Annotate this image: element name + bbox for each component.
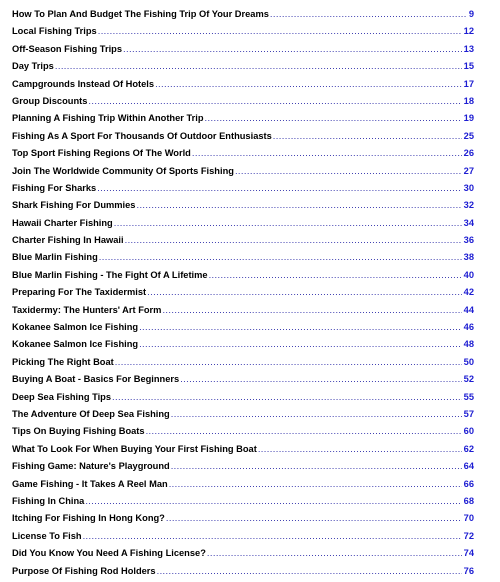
toc-page-number[interactable]: 44: [462, 302, 474, 319]
toc-leader-dots: [83, 528, 474, 545]
toc-leader-dots: [115, 354, 474, 371]
toc-page-number[interactable]: 26: [462, 145, 474, 162]
toc-entry-link[interactable]: [12, 110, 474, 127]
toc-entry: [0, 371, 500, 388]
toc-entry: [0, 6, 500, 23]
toc-entry: [0, 284, 500, 301]
toc-entry-title: Local Fishing Trips: [12, 26, 97, 37]
toc-entry-title: Did You Know You Need A Fishing License?: [12, 548, 206, 559]
toc-page-number[interactable]: 74: [462, 545, 474, 562]
toc-entry: [0, 215, 500, 232]
toc-entry-link[interactable]: [12, 406, 474, 423]
toc-page-number[interactable]: 13: [462, 41, 474, 58]
toc-leader-dots: [97, 180, 474, 197]
toc-entry: [0, 441, 500, 458]
toc-entry-title: What To Look For When Buying Your First Fishing Boat: [12, 443, 257, 454]
toc-entry-link[interactable]: [12, 249, 474, 266]
toc-entry-title: Planning A Fishing Trip Within Another Trip: [12, 113, 204, 124]
table-of-contents: [0, 6, 500, 580]
toc-entry: [0, 319, 500, 336]
toc-entry: [0, 423, 500, 440]
toc-entry: [0, 23, 500, 40]
toc-entry-link[interactable]: [12, 493, 474, 510]
toc-page-number[interactable]: 52: [462, 371, 474, 388]
toc-leader-dots: [171, 406, 474, 423]
toc-page-number[interactable]: 46: [462, 319, 474, 336]
toc-entry: [0, 389, 500, 406]
toc-page-number[interactable]: 62: [462, 441, 474, 458]
toc-entry-link[interactable]: [12, 58, 474, 75]
toc-entry: [0, 302, 500, 319]
toc-entry-link[interactable]: [12, 41, 474, 58]
toc-entry-title: License To Fish: [12, 530, 82, 541]
toc-page-number[interactable]: 57: [462, 406, 474, 423]
toc-entry: [0, 545, 500, 562]
toc-leader-dots: [98, 23, 474, 40]
toc-entry-link[interactable]: [12, 163, 474, 180]
toc-leader-dots: [139, 319, 474, 336]
toc-page-number[interactable]: 50: [462, 354, 474, 371]
toc-entry-link[interactable]: [12, 563, 474, 580]
toc-entry: [0, 128, 500, 145]
toc-entry-title: Tips On Buying Fishing Boats: [12, 426, 145, 437]
toc-entry-link[interactable]: [12, 302, 474, 319]
toc-entry-title: Picking The Right Boat: [12, 356, 114, 367]
toc-entry-title: Deep Sea Fishing Tips: [12, 391, 112, 402]
toc-page-number[interactable]: 25: [462, 128, 474, 145]
toc-page-number[interactable]: 68: [462, 493, 474, 510]
toc-entry-title: Itching For Fishing In Hong Kong?: [12, 513, 165, 524]
toc-leader-dots: [155, 76, 474, 93]
toc-leader-dots: [169, 476, 474, 493]
toc-entry: [0, 197, 500, 214]
toc-entry-link[interactable]: [12, 336, 474, 353]
toc-leader-dots: [123, 41, 474, 58]
toc-leader-dots: [273, 128, 474, 145]
toc-entry-link[interactable]: [12, 145, 474, 162]
toc-entry: [0, 110, 500, 127]
toc-entry-title: Top Sport Fishing Regions Of The World: [12, 148, 191, 159]
toc-entry-link[interactable]: [12, 197, 474, 214]
toc-entry: [0, 249, 500, 266]
toc-page-number[interactable]: 32: [462, 197, 474, 214]
toc-entry-link[interactable]: [12, 267, 474, 284]
toc-entry-link[interactable]: [12, 476, 474, 493]
toc-page-number[interactable]: 48: [462, 336, 474, 353]
toc-entry-title: Fishing As A Sport For Thousands Of Outdoor Enthusiasts: [12, 130, 272, 141]
toc-entry: [0, 354, 500, 371]
toc-entry-title: Kokanee Salmon Ice Fishing: [12, 322, 139, 333]
toc-leader-dots: [171, 458, 474, 475]
toc-entry-title: Group Discounts: [12, 95, 88, 106]
toc-entry-link[interactable]: [12, 232, 474, 249]
toc-entry-link[interactable]: [12, 319, 474, 336]
toc-page-number[interactable]: 72: [462, 528, 474, 545]
toc-leader-dots: [162, 302, 474, 319]
toc-entry-link[interactable]: [12, 528, 474, 545]
toc-page-number[interactable]: 42: [462, 284, 474, 301]
toc-page-number[interactable]: 60: [462, 423, 474, 440]
toc-entry-title: Hawaii Charter Fishing: [12, 217, 113, 228]
toc-entry: [0, 145, 500, 162]
toc-page-number[interactable]: 9: [467, 6, 474, 23]
toc-page-number[interactable]: 36: [462, 232, 474, 249]
toc-leader-dots: [125, 232, 474, 249]
toc-entry: [0, 180, 500, 197]
toc-entry-title: Off-Season Fishing Trips: [12, 43, 123, 54]
toc-entry: [0, 336, 500, 353]
toc-entry-title: Preparing For The Taxidermist: [12, 287, 147, 298]
toc-entry-link[interactable]: [12, 76, 474, 93]
toc-entry-title: The Adventure Of Deep Sea Fishing: [12, 408, 170, 419]
toc-page-number[interactable]: 38: [462, 249, 474, 266]
toc-entry: [0, 493, 500, 510]
toc-entry: [0, 267, 500, 284]
toc-leader-dots: [235, 163, 474, 180]
toc-entry-title: Fishing Game: Nature's Playground: [12, 461, 170, 472]
toc-entry: [0, 406, 500, 423]
toc-entry-link[interactable]: [12, 23, 474, 40]
toc-entry-link[interactable]: [12, 128, 474, 145]
toc-leader-dots: [180, 371, 474, 388]
toc-leader-dots: [99, 249, 474, 266]
toc-leader-dots: [136, 197, 474, 214]
toc-entry: [0, 93, 500, 110]
toc-entry-title: Blue Marlin Fishing: [12, 252, 98, 263]
toc-entry-title: Kokanee Salmon Ice Fishing: [12, 339, 139, 350]
toc-entry-title: How To Plan And Budget The Fishing Trip Of Your Dreams: [12, 9, 269, 19]
toc-entry-link[interactable]: [12, 284, 474, 301]
toc-entry-title: Blue Marlin Fishing - The Fight Of A Lifetime: [12, 269, 208, 280]
toc-entry-link[interactable]: [12, 215, 474, 232]
toc-entry-link[interactable]: [12, 458, 474, 475]
toc-entry-title: Shark Fishing For Dummies: [12, 200, 136, 211]
toc-entry-link[interactable]: [12, 6, 474, 23]
toc-entry-title: Game Fishing - It Takes A Reel Man: [12, 478, 168, 489]
toc-leader-dots: [147, 284, 474, 301]
toc-entry-link[interactable]: [12, 354, 474, 371]
toc-entry-title: Fishing In China: [12, 495, 85, 506]
toc-page-number[interactable]: 19: [462, 110, 474, 127]
toc-leader-dots: [209, 267, 474, 284]
toc-entry-title: Purpose Of Fishing Rod Holders: [12, 565, 156, 576]
toc-page-number[interactable]: 15: [462, 58, 474, 75]
toc-leader-dots: [258, 441, 474, 458]
toc-leader-dots: [85, 493, 474, 510]
toc-entry: [0, 510, 500, 527]
toc-leader-dots: [88, 93, 474, 110]
toc-leader-dots: [139, 336, 474, 353]
toc-entry-title: Charter Fishing In Hawaii: [12, 235, 124, 246]
toc-leader-dots: [166, 510, 474, 527]
toc-entry-link[interactable]: [12, 423, 474, 440]
toc-page-number[interactable]: 76: [462, 563, 474, 580]
toc-entry: [0, 528, 500, 545]
toc-entry-link[interactable]: [12, 93, 474, 110]
toc-entry-link[interactable]: [12, 389, 474, 406]
toc-entry: [0, 476, 500, 493]
toc-entry: [0, 232, 500, 249]
toc-entry-title: Buying A Boat - Basics For Beginners: [12, 374, 180, 385]
toc-entry: [0, 563, 500, 580]
toc-page-number[interactable]: 12: [462, 23, 474, 40]
toc-leader-dots: [55, 58, 474, 75]
toc-leader-dots: [114, 215, 474, 232]
toc-leader-dots: [157, 563, 474, 580]
toc-page-number[interactable]: 40: [462, 267, 474, 284]
toc-page-number[interactable]: 30: [462, 180, 474, 197]
toc-entry-link[interactable]: [12, 510, 474, 527]
toc-entry-title: Day Trips: [12, 61, 54, 72]
toc-entry: [0, 163, 500, 180]
toc-entry-link[interactable]: [12, 545, 474, 562]
toc-leader-dots: [112, 389, 474, 406]
toc-entry-title: Campgrounds Instead Of Hotels: [12, 78, 155, 89]
toc-leader-dots: [207, 545, 474, 562]
toc-entry: [0, 76, 500, 93]
toc-page-number[interactable]: 66: [462, 476, 474, 493]
toc-leader-dots: [192, 145, 474, 162]
toc-page-number[interactable]: 34: [462, 215, 474, 232]
toc-page-number[interactable]: 18: [462, 93, 474, 110]
toc-entry-link[interactable]: [12, 371, 474, 388]
toc-leader-dots: [205, 110, 474, 127]
toc-page-number[interactable]: 70: [462, 510, 474, 527]
toc-entry: [0, 41, 500, 58]
toc-entry: [0, 58, 500, 75]
toc-entry: [0, 458, 500, 475]
toc-leader-dots: [270, 6, 474, 23]
toc-leader-dots: [146, 423, 474, 440]
toc-page-number[interactable]: 64: [462, 458, 474, 475]
toc-entry-title: Join The Worldwide Community Of Sports Fishing: [12, 165, 234, 176]
toc-entry-link[interactable]: [12, 180, 474, 197]
toc-page-number[interactable]: 27: [462, 163, 474, 180]
toc-entry-title: Fishing For Sharks: [12, 182, 97, 193]
toc-entry-title: Taxidermy: The Hunters' Art Form: [12, 304, 162, 315]
toc-page-number[interactable]: 17: [462, 76, 474, 93]
toc-entry-link[interactable]: [12, 441, 474, 458]
toc-page-number[interactable]: 55: [462, 389, 474, 406]
